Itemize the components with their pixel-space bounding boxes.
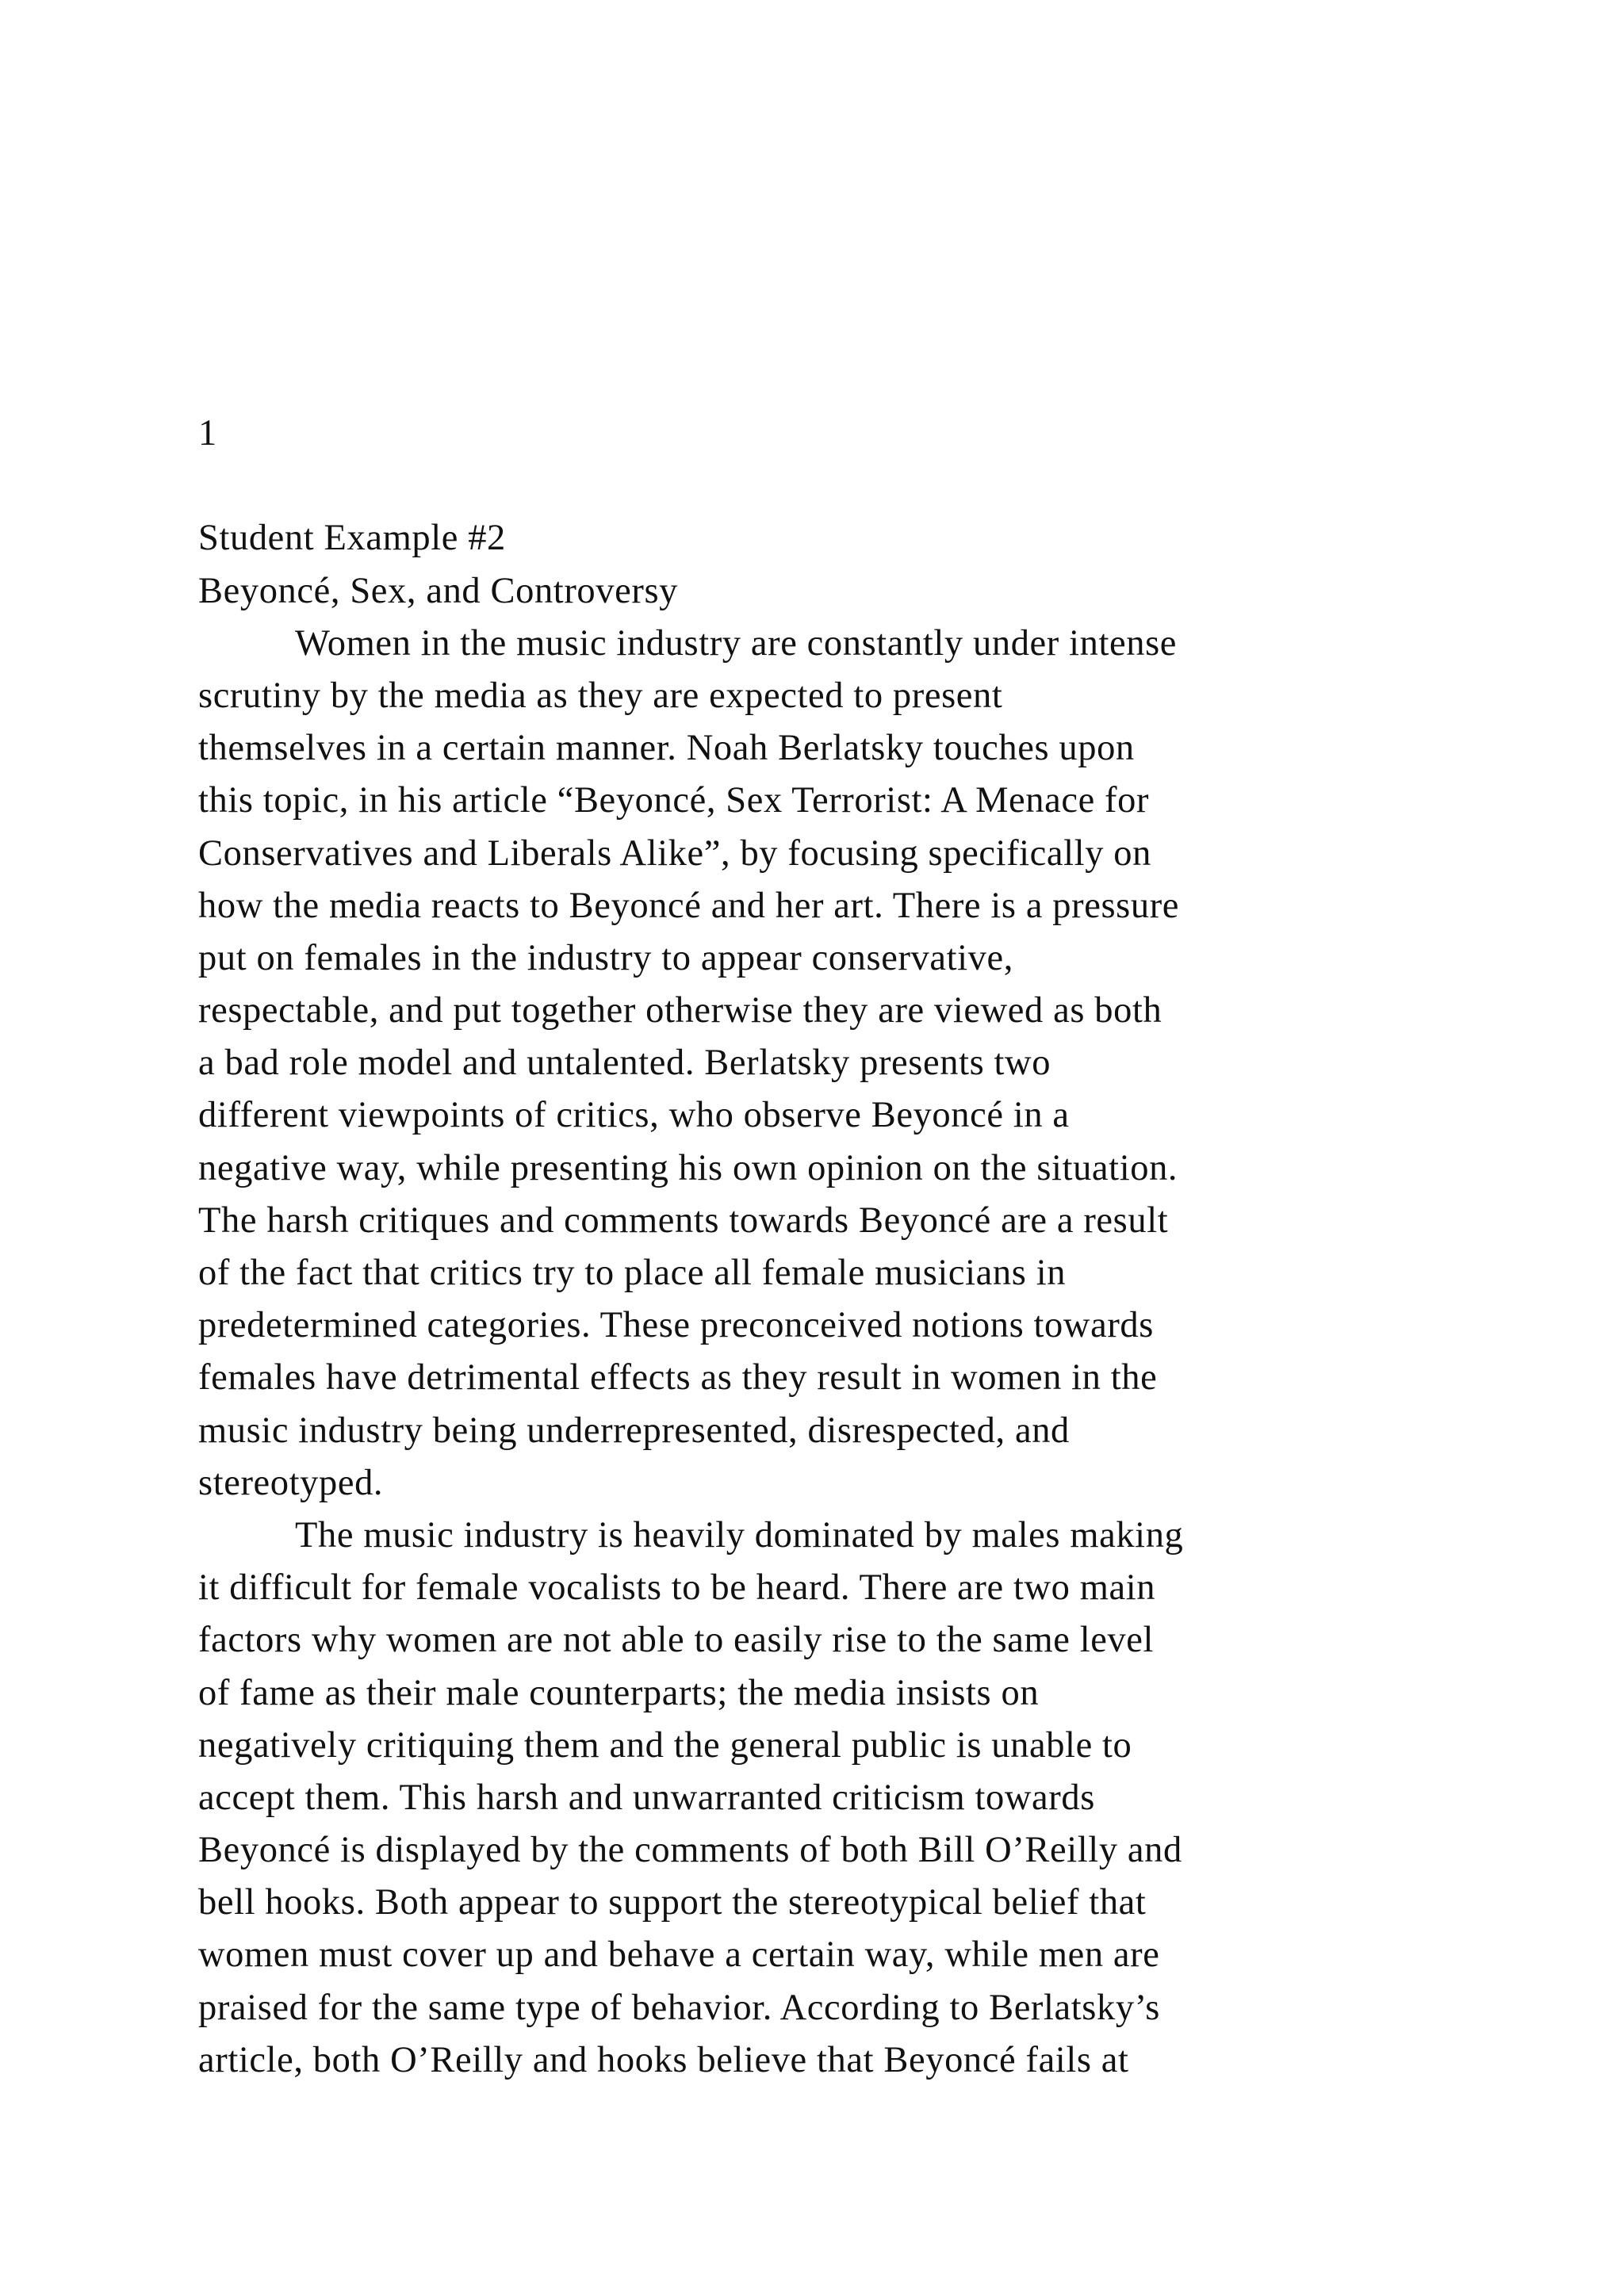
paragraph-line: factors why women are not able to easily rise to the same level <box>198 1620 1155 1661</box>
paragraph-line: how the media reacts to Beyoncé and her art. There is a pressure <box>198 885 1180 926</box>
paragraph-line: scrutiny by the media as they are expected to present <box>198 675 1003 716</box>
page-number: 1 <box>198 413 217 453</box>
paragraph-line: accept them. This harsh and unwarranted criticism towards <box>198 1777 1095 1818</box>
paragraph-line: different viewpoints of critics, who observe Beyoncé in a <box>198 1095 1070 1136</box>
paragraph-line: of the fact that critics try to place all female musicians in <box>198 1253 1067 1293</box>
paragraph-line: respectable, and put together otherwise they are viewed as both <box>198 990 1162 1031</box>
paragraph-line: The harsh critiques and comments towards Beyoncé are a result <box>198 1200 1169 1241</box>
paragraph-line: praised for the same type of behavior. According to Berlatsky’s <box>198 1987 1160 2028</box>
paragraph-line: bell hooks. Both appear to support the stereotypical belief that <box>198 1882 1147 1923</box>
paragraphs <box>198 618 1499 2087</box>
paragraph-line: themselves in a certain manner. Noah Berlatsky touches upon <box>198 728 1135 769</box>
paragraph-line: a bad role model and untalented. Berlatsky presents two <box>198 1043 1051 1084</box>
paragraph-line: negative way, while presenting his own opinion on the situation. <box>198 1147 1178 1188</box>
paragraph-line: Beyoncé is displayed by the comments of both Bill O’Reilly and <box>198 1830 1182 1871</box>
paragraph-line: put on females in the industry to appear conservative, <box>198 937 1013 978</box>
paragraph-line: predetermined categories. These preconceived notions towards <box>198 1305 1154 1346</box>
paragraph-line: this topic, in his article “Beyoncé, Sex Terrorist: A Menace for <box>198 780 1150 821</box>
document-body <box>198 408 1499 2087</box>
paragraph-line: Conservatives and Liberals Alike”, by focusing specifically on <box>198 832 1151 874</box>
paragraph-line: stereotyped. <box>198 1462 384 1503</box>
blank-line <box>198 460 1499 512</box>
paragraph <box>198 1510 1499 2087</box>
paragraph-line: music industry being underrepresented, disrespected, and <box>198 1410 1070 1451</box>
document-heading: Student Example #2 <box>198 518 506 559</box>
paragraph <box>198 618 1499 1510</box>
paragraph-line: it difficult for female vocalists to be heard. There are two main <box>198 1567 1156 1609</box>
paragraph-line: article, both O’Reilly and hooks believe that Beyoncé fails at <box>198 2039 1129 2080</box>
paragraph-line: Women in the music industry are constantly under intense <box>295 622 1178 664</box>
paragraph-line: negatively critiquing them and the general public is unable to <box>198 1724 1132 1766</box>
paragraph-line: of fame as their male counterparts; the media insists on <box>198 1672 1040 1713</box>
paragraph-line: women must cover up and behave a certain way, while men are <box>198 1934 1160 1976</box>
paragraph-line: females have detrimental effects as they result in women in the <box>198 1357 1158 1399</box>
paragraph-line: The music industry is heavily dominated by males making <box>295 1514 1184 1556</box>
document-title: Beyoncé, Sex, and Controversy <box>198 570 678 611</box>
